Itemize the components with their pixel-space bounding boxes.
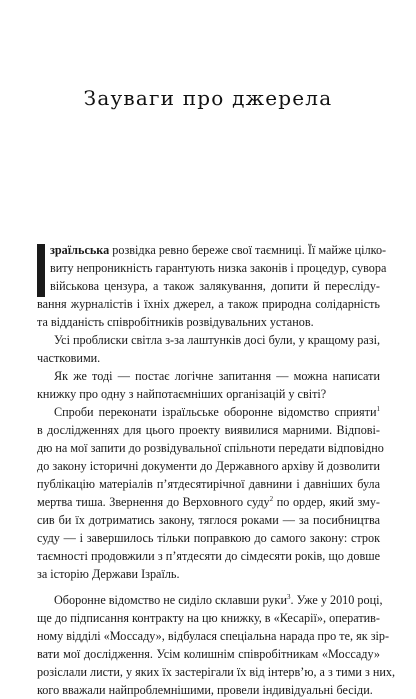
text-line: за історію Держави Ізраїль. xyxy=(37,567,180,581)
text-line: кого вважали найпроблемнішими, провели індивідуальні бесіди. xyxy=(37,683,373,697)
paragraph-1 xyxy=(37,241,387,331)
text-line: книжку про одну з найпотаємніших організацій у світі? xyxy=(37,387,327,401)
paragraph-5 xyxy=(37,591,396,699)
paragraph-2 xyxy=(37,331,380,367)
text-line: Оборонне відомство не сиділо склавши руки$^3$. Уже у 2010 році, xyxy=(54,592,383,607)
text-line: сив би їх дотриматись закону, тяглося роками — за посибництва xyxy=(37,513,380,527)
paragraph-4 xyxy=(37,403,384,583)
paragraph-3 xyxy=(37,367,380,403)
footnote-ref[interactable]: 3 xyxy=(286,592,291,601)
lead-word: зраїльська xyxy=(50,243,110,257)
footnote-ref[interactable]: 2 xyxy=(269,494,274,503)
text-line: військова цензура, а також залякування, допити й пересліду- xyxy=(50,279,380,293)
footnote-ref[interactable]: 1 xyxy=(376,404,380,413)
paragraph-gap xyxy=(37,583,380,591)
text-line: виту непроникність гарантують низка законів і процедур, сувора xyxy=(50,261,387,275)
text-line: дю на мої запити до розвідувальної спільноти передати відповідно xyxy=(37,441,384,455)
text-line: зраїльська розвідка ревно береже свої таємниці. Її майже цілко- xyxy=(50,243,387,257)
text-line: публікацію матеріалів п’ятдесятирічної давнини і давніших була xyxy=(37,477,380,491)
text-line: вати мої дослідження. Усім колишнім співробітникам «Моссаду» xyxy=(37,647,380,661)
text-line: ному відділі «Моссаду», відбулася спеціальна нарада про те, як зір- xyxy=(37,629,390,643)
text-line: Як же тоді — постає логічне запитання — можна написати xyxy=(54,369,380,383)
text-line: та відданість співробітників розвідувальних установ. xyxy=(37,315,314,329)
text-line: розіслали листи, у яких їх застерігали їх від інтерв’ю, а з тими з них, xyxy=(37,665,396,679)
text-line: суду — і завершилось тільки поправкою до самого закону: строк xyxy=(37,531,380,545)
text-line: до закону історичні документи до Державного архіву й дозволити xyxy=(37,459,380,473)
text-line: ще до підписання контракту на цю книжку, в «Кесарії», оператив- xyxy=(37,611,380,625)
text-line: Спроби переконати ізраїльське оборонне відомство сприяти$^1$ xyxy=(54,404,380,419)
text-line: таємності продовжили з п’ятдесяти до сімдесяти років, що довше xyxy=(37,549,380,563)
text-line: Усі проблиски світла з-за лаштунків досі були, у кращому разі, xyxy=(54,333,380,347)
text-line: вання журналістів і їхніх джерел, а також природна солідарність xyxy=(37,297,380,311)
text-line: в дослідженнях для цього проекту виявилися марними. Відпові- xyxy=(37,423,380,437)
text-line: частковими. xyxy=(37,351,101,365)
text-line: мертва тиша. Звернення до Верховного суду$^2$ по ордер, який зму- xyxy=(37,494,380,509)
body-text xyxy=(37,241,396,699)
chapter-title: Зауваги про джерела xyxy=(83,86,333,110)
